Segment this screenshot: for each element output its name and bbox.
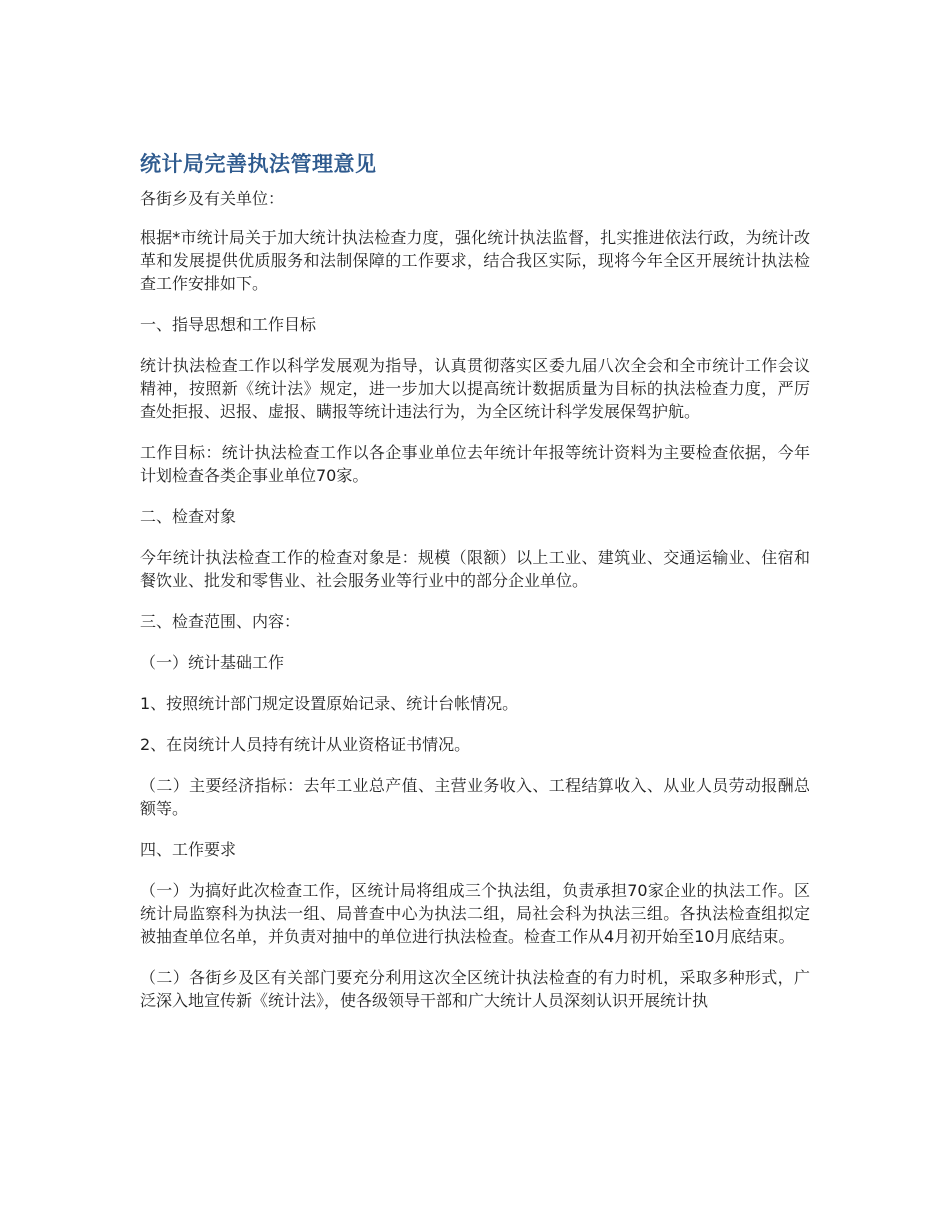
guiding-ideology-paragraph: 统计执法检查工作以科学发展观为指导，认真贯彻落实区委九届八次全会和全市统计工作会议精神，按照新《统计法》规定，进一步加大以提高统计数据质量为目标的执法检查力度，严厉查处拒报、迟报、虚报、瞒报等统计违法行为，为全区统计科学发展保驾护航。	[140, 356, 810, 421]
list-item: 1、按照统计部门规定设置原始记录、统计台帐情况。	[140, 694, 519, 713]
salutation: 各街乡及有关单位：	[140, 189, 285, 208]
inspection-target-paragraph: 今年统计执法检查工作的检查对象是：规模（限额）以上工业、建筑业、交通运输业、住宿和餐饮业、批发和零售业、社会服务业等行业中的部分企业单位。	[140, 548, 810, 590]
document-title: 统计局完善执法管理意见	[140, 152, 377, 176]
intro-paragraph: 根据*市统计局关于加大统计执法检查力度，强化统计执法监督，扎实推进依法行政，为统计改革和发展提供优质服务和法制保障的工作要求，结合我区实际，现将今年全区开展统计执法检查工作安排如下。	[140, 228, 810, 293]
section-heading-3: 三、检查范围、内容：	[140, 612, 301, 631]
work-goal-paragraph: 工作目标：统计执法检查工作以各企事业单位去年统计年报等统计资料为主要检查依据，今年计划检查各类企事业单位70家。	[140, 443, 810, 485]
requirement-paragraph-2: （二）各街乡及区有关部门要充分利用这次全区统计执法检查的有力时机，采取多种形式，广泛深入地宣传新《统计法》，使各级领导干部和广大统计人员深刻认识开展统计执	[140, 968, 810, 1010]
requirement-paragraph-1: （一）为搞好此次检查工作，区统计局将组成三个执法组，负责承担70家企业的执法工作。区统计局监察科为执法一组、局普查中心为执法二组，局社会科为执法三组。各执法检查组拟定被抽查单位名单，并负责对抽中的单位进行执法检查。检查工作从4月初开始至10月底结束。	[140, 881, 810, 946]
document-page	[140, 148, 810, 1030]
subsection-heading-1: （一）统计基础工作	[140, 653, 285, 672]
list-item: 2、在岗统计人员持有统计从业资格证书情况。	[140, 735, 471, 754]
section-heading-2: 二、检查对象	[140, 507, 237, 526]
section-heading-4: 四、工作要求	[140, 840, 237, 859]
economic-indicators-paragraph: （二）主要经济指标：去年工业总产值、主营业务收入、工程结算收入、从业人员劳动报酬总额等。	[140, 776, 810, 818]
section-heading-1: 一、指导思想和工作目标	[140, 315, 317, 334]
